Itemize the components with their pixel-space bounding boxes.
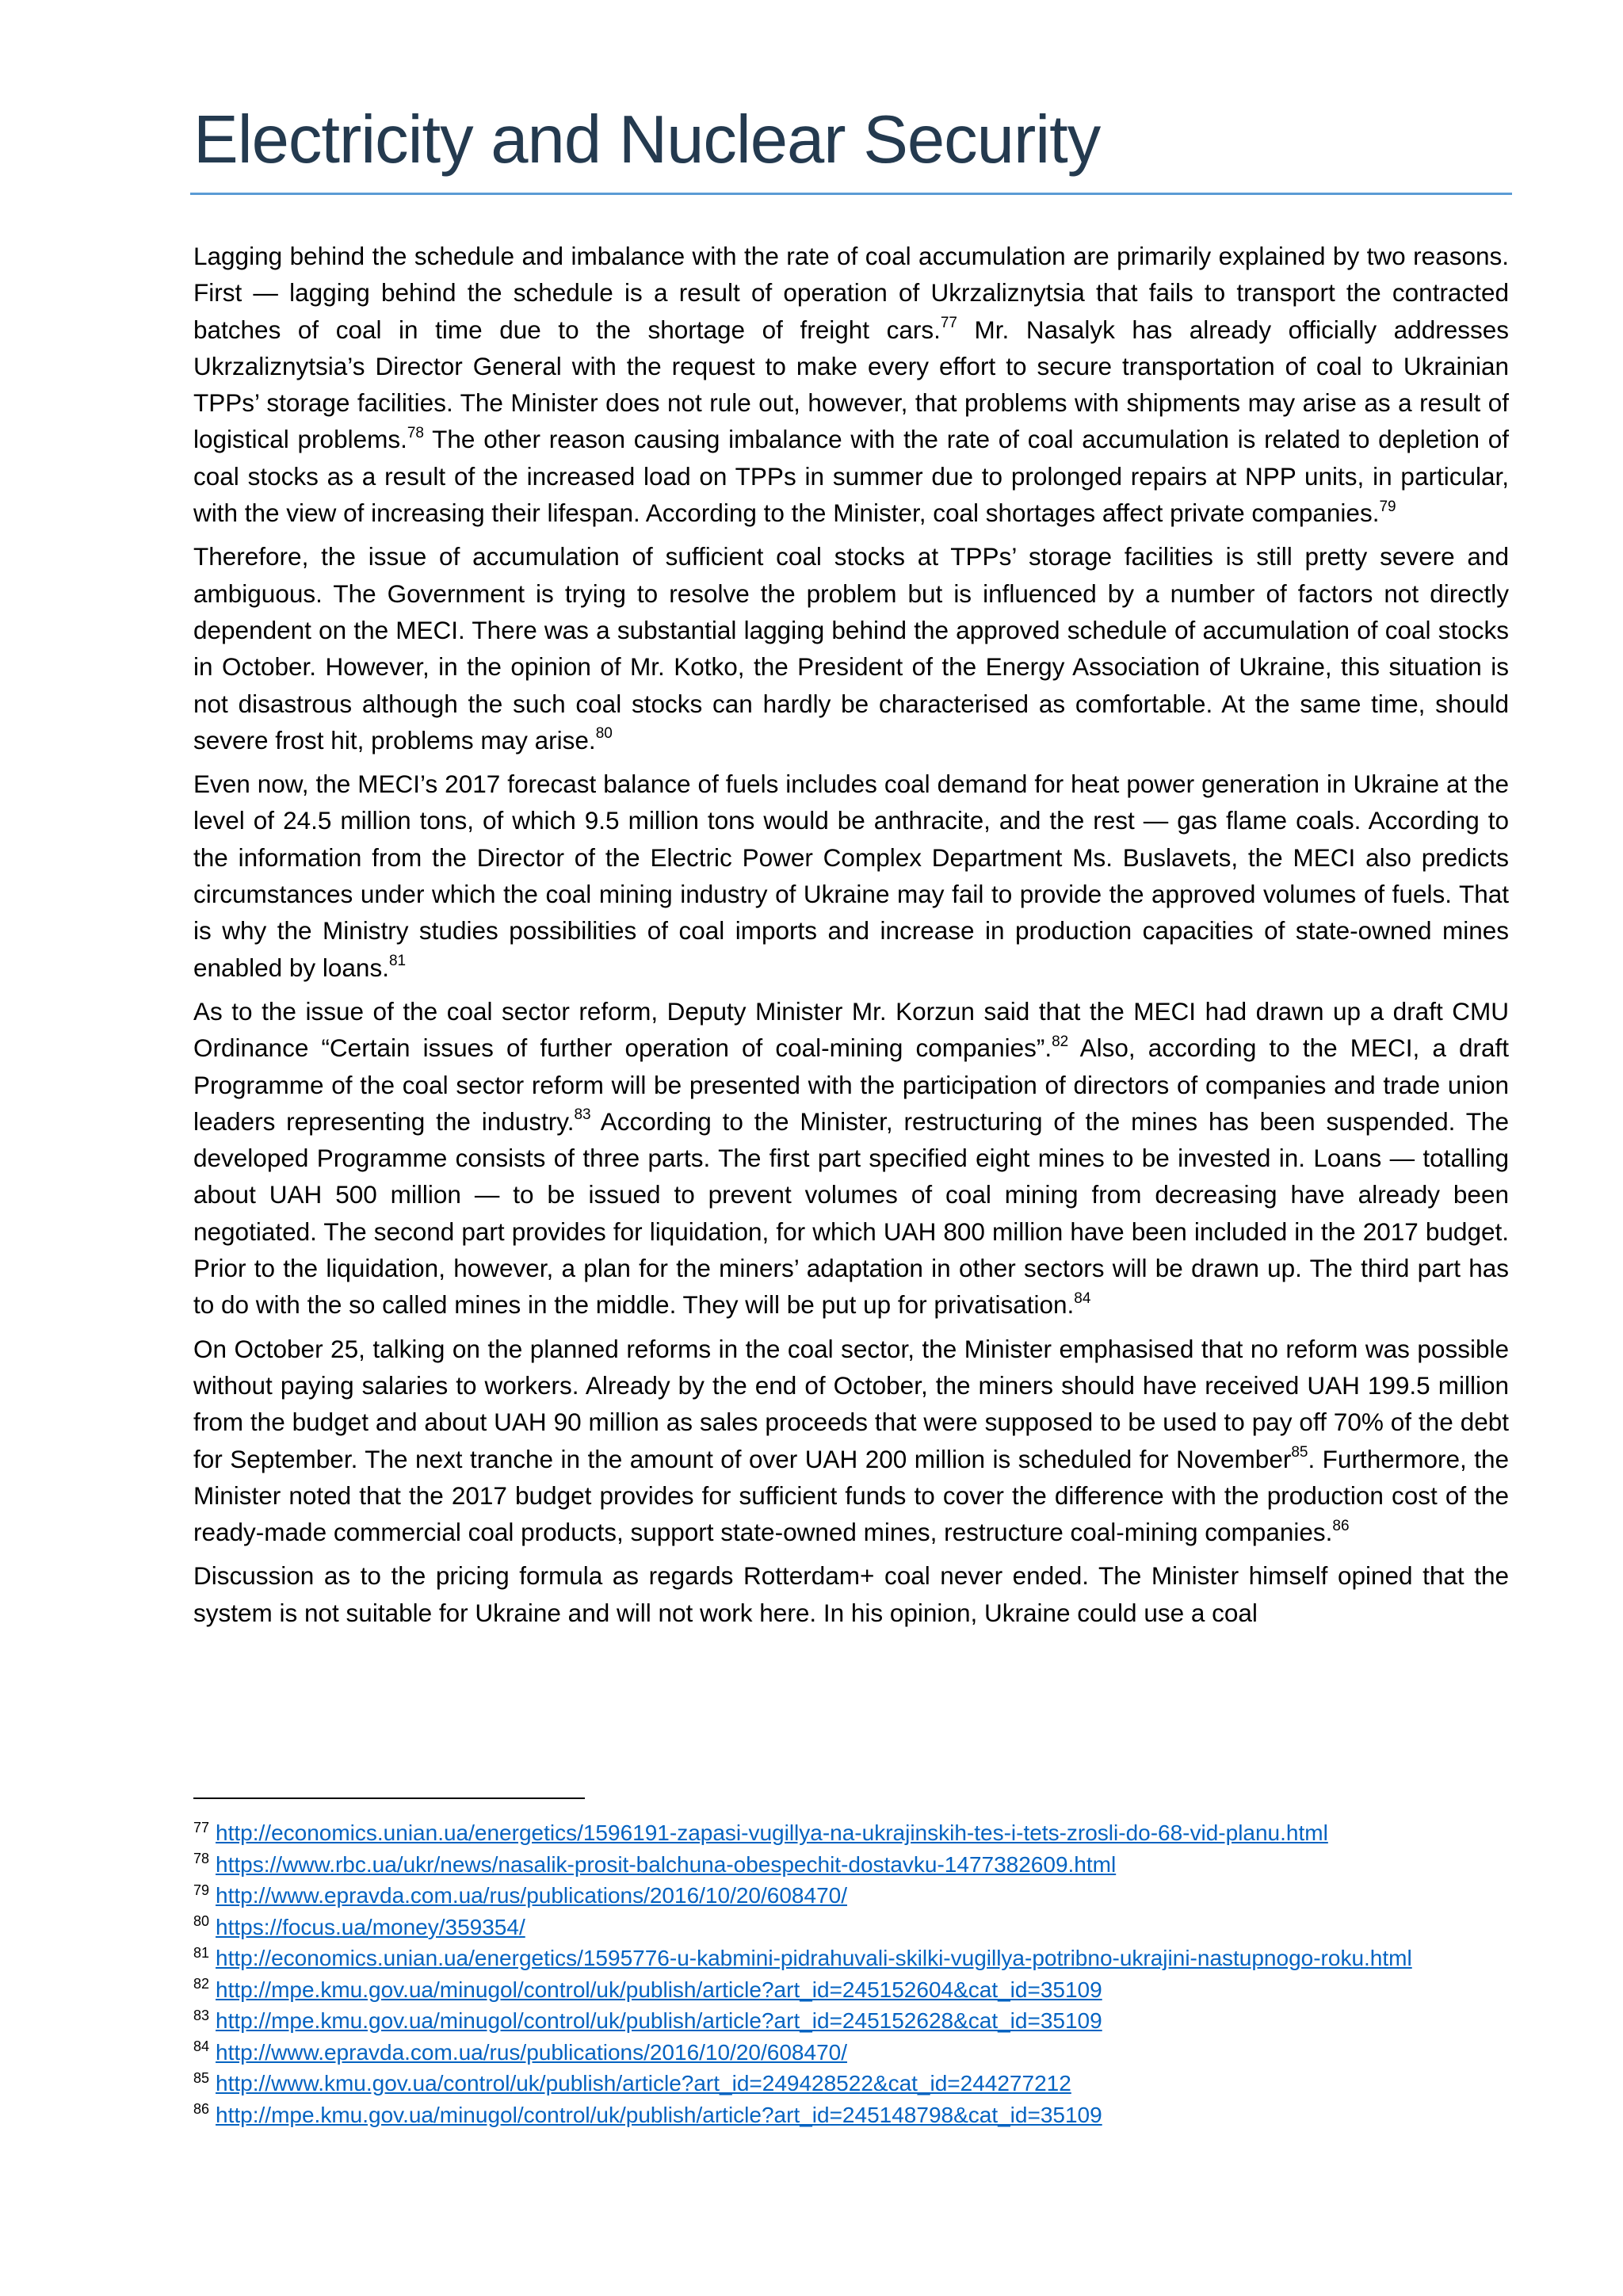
- paragraph-text: Discussion as to the pricing formula as regards Rotterdam+ coal never ended. The Minister himself opined that the system is not suitable for Ukraine and will not work here. In his opinion, Ukraine could use a coal: [193, 1561, 1509, 1627]
- footnote-item: [193, 2037, 1525, 2069]
- paragraph: [193, 538, 1509, 758]
- paragraph: [193, 993, 1509, 1324]
- footnote-link[interactable]: http://mpe.kmu.gov.ua/minugol/control/uk/publish/article?art_id=245152628&cat_id=35109: [216, 2008, 1102, 2033]
- footnote-reference[interactable]: 79: [1379, 498, 1396, 515]
- paragraph-text: Mr. Nasalyk has already officially addresses Ukrzaliznytsia’s Director General with the request to make every effort to secure transportation of coal to Ukrainian TPPs’ storage facilities. The Minister does not rule out, however, that problems with shipments may arise as a result of logistical problems.: [193, 315, 1509, 454]
- footnote-number: 83: [193, 2007, 210, 2023]
- footnote-number: 84: [193, 2038, 210, 2055]
- paragraph-text: . Furthermore, the Minister noted that the 2017 budget provides for sufficient funds to cover the difference with the production cost of the ready-made commercial coal products, support state-owned mines, restructure coal-mining companies.: [193, 1444, 1509, 1547]
- footnote-item: [193, 1912, 1525, 1943]
- footnote-number: 77: [193, 1819, 210, 1836]
- body-text: [193, 238, 1509, 1638]
- footnote-reference[interactable]: 80: [595, 725, 613, 743]
- footnote-link[interactable]: https://focus.ua/money/359354/: [216, 1914, 525, 1939]
- footnote-reference[interactable]: 83: [574, 1106, 591, 1124]
- footnote-link[interactable]: http://www.kmu.gov.ua/control/uk/publish/article?art_id=249428522&cat_id=244277212: [216, 2071, 1071, 2095]
- paragraph: [193, 1557, 1509, 1631]
- paragraph: [193, 1331, 1509, 1551]
- footnote-item: [193, 1943, 1525, 1974]
- footnote-number: 86: [193, 2101, 210, 2118]
- footnote-reference[interactable]: 77: [940, 315, 957, 332]
- footnote-item: [193, 1849, 1525, 1881]
- footnote-link[interactable]: http://economics.unian.ua/energetics/1596191-zapasi-vugillya-na-ukrajinskih-tes-i-tets-zrosli-do-68-vid-planu.html: [216, 1820, 1328, 1845]
- footnote-item: [193, 1817, 1525, 1849]
- footnote-number: 81: [193, 1944, 210, 1961]
- paragraph: [193, 766, 1509, 986]
- footnote-number: 80: [193, 1913, 210, 1930]
- title-underline: [190, 193, 1512, 195]
- paragraph-text: As to the issue of the coal sector reform, Deputy Minister Mr. Korzun said that the MECI had drawn up a draft CMU Ordinance “Certain issues of further operation of coal-mining companies”.: [193, 996, 1509, 1063]
- footnote-link[interactable]: http://www.epravda.com.ua/rus/publications/2016/10/20/608470/: [216, 1883, 847, 1908]
- footnote-number: 79: [193, 1881, 210, 1898]
- footnote-link[interactable]: https://www.rbc.ua/ukr/news/nasalik-prosit-balchuna-obespechit-dostavku-1477382609.html: [216, 1851, 1117, 1877]
- footnote-reference[interactable]: 78: [407, 424, 424, 441]
- paragraph-text: Lagging behind the schedule and imbalance with the rate of coal accumulation are primarily explained by two reasons. First — lagging behind the schedule is a result of operation of Ukrzaliznytsia that fails to transport the contracted batches of coal in time due to the shortage of freight cars.: [193, 242, 1509, 344]
- footnote-item: [193, 2005, 1525, 2037]
- paragraph: [193, 238, 1509, 531]
- footnote-number: 78: [193, 1851, 210, 1867]
- paragraph-text: Therefore, the issue of accumulation of sufficient coal stocks at TPPs’ storage facilities is still pretty severe and ambiguous. The Government is trying to resolve the problem but is influenced by a number of factors not directly dependent on the MECI. There was a substantial lagging behind the approved schedule of accumulation of coal stocks in October. However, in the opinion of Mr. Kotko, the President of the Energy Association of Ukraine, this situation is not disastrous although the such coal stocks can hardly be characterised as comfortable. At the same time, should severe frost hit, problems may arise.: [193, 542, 1509, 755]
- footnote-link[interactable]: http://mpe.kmu.gov.ua/minugol/control/uk/publish/article?art_id=245148798&cat_id=35109: [216, 2102, 1102, 2127]
- footnote-reference[interactable]: 82: [1052, 1033, 1069, 1050]
- paragraph-text: On October 25, talking on the planned reforms in the coal sector, the Minister emphasised that no reform was possible without paying salaries to workers. Already by the end of October, the miners should have received UAH 199.5 million from the budget and about UAH 90 million as sales proceeds that were supposed to be used to pay off 70% of the debt for September. The next tranche in the amount of over UAH 200 million is scheduled for November: [193, 1334, 1509, 1473]
- paragraph-text: Even now, the MECI’s 2017 forecast balance of fuels includes coal demand for heat power generation in Ukraine at the level of 24.5 million tons, of which 9.5 million tons would be anthracite, and the rest — gas flame coals. According to the information from the Director of the Electric Power Complex Department Ms. Buslavets, the MECI also predicts circumstances under which the coal mining industry of Ukraine may fail to provide the approved volumes of fuels. That is why the Ministry studies possibilities of coal imports and increase in production capacities of state-owned mines enabled by loans.: [193, 770, 1509, 982]
- footnote-reference[interactable]: 85: [1291, 1444, 1308, 1461]
- footnote-item: [193, 2099, 1525, 2131]
- footnotes: [193, 1817, 1525, 2130]
- footnote-number: 82: [193, 1976, 210, 1992]
- paragraph-text: Also, according to the MECI, a draft Programme of the coal sector reform will be presented with the participation of directors of companies and trade union leaders representing the industry.: [193, 1033, 1509, 1136]
- footnote-link[interactable]: http://economics.unian.ua/energetics/1595776-u-kabmini-pidrahuvali-skilki-vugillya-potribno-ukrajini-nastupnogo-roku.html: [216, 1946, 1412, 1970]
- footnote-separator: [193, 1797, 585, 1799]
- footnote-reference[interactable]: 81: [388, 953, 407, 970]
- footnote-item: [193, 2068, 1525, 2099]
- footnote-item: [193, 1880, 1525, 1912]
- page-title: Electricity and Nuclear Security: [193, 102, 1101, 178]
- footnote-link[interactable]: http://mpe.kmu.gov.ua/minugol/control/uk/publish/article?art_id=245152604&cat_id=35109: [216, 1977, 1102, 2002]
- paragraph-text: According to the Minister, restructuring of the mines has been suspended. The developed Programme consists of three parts. The first part specified eight mines to be invested in. Loans — totalling about UAH 500 million — to be issued to prevent volumes of coal mining from decreasing have already been negotiated. The second part provides for liquidation, for which UAH 800 million have been included in the 2017 budget. Prior to the liquidation, however, a plan for the miners’ adaptation in other sectors will be drawn up. The third part has to do with the so called mines in the middle. They will be put up for privatisation.: [193, 1106, 1509, 1320]
- footnote-link[interactable]: http://www.epravda.com.ua/rus/publications/2016/10/20/608470/: [216, 2039, 847, 2065]
- paragraph-text: The other reason causing imbalance with the rate of coal accumulation is related to depletion of coal stocks as a result of the increased load on TPPs in summer due to prolonged repairs at NPP units, in particular, with the view of increasing their lifespan. According to the Minister, coal shortages affect private companies.: [193, 425, 1510, 528]
- footnote-reference[interactable]: 84: [1074, 1289, 1091, 1307]
- footnote-item: [193, 1974, 1525, 2006]
- footnote-number: 85: [193, 2069, 210, 2086]
- footnote-reference[interactable]: 86: [1332, 1517, 1350, 1534]
